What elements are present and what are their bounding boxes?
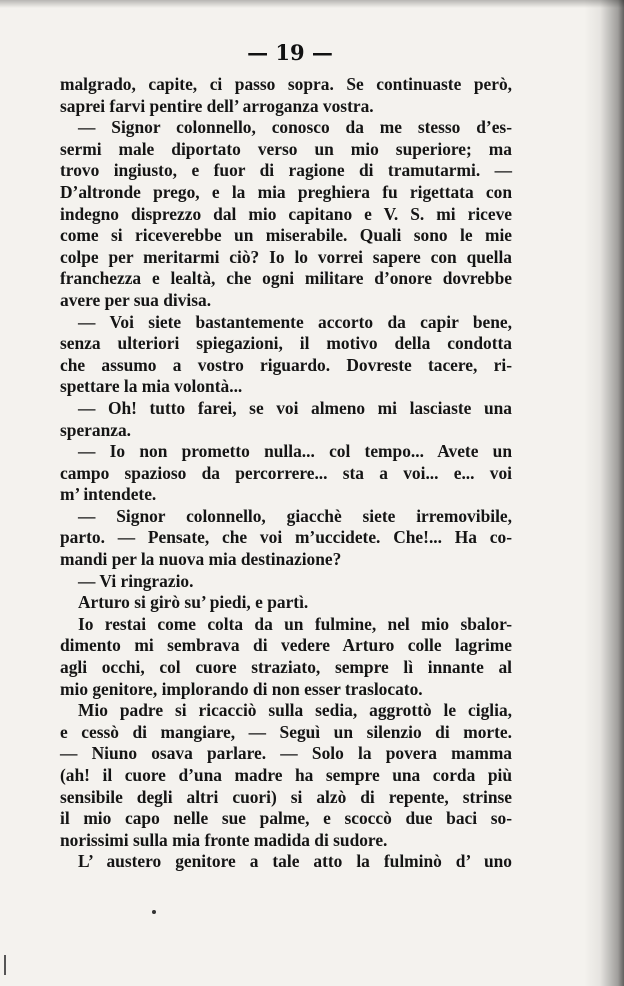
text-line: — Signor colonnello, giacchè siete irremovibile, <box>78 505 512 526</box>
text-line: come si riceverebbe un miserabile. Quali sono le mie <box>60 225 512 246</box>
text-line: norissimi sulla mia fronte madida di sudore. <box>60 829 388 850</box>
text-line: (ah! il cuore d’una madre ha sempre una corda più <box>60 765 512 785</box>
text-line: spettare la mia volontà... <box>60 376 243 397</box>
text-line: trovo ingiusto, e fuor di ragione di tramutarmi. — <box>60 160 512 181</box>
page-number: — 19 — <box>247 40 333 65</box>
text-line: che assumo a vostro riguardo. Dovreste tacere, ri- <box>60 354 512 375</box>
text-line: franchezza e lealtà, che ogni militare d’onore dovrebbe <box>60 268 512 289</box>
text-line: sensibile degli altri cuori) si alzò di repente, strinse <box>60 786 512 807</box>
text-line: — Voi siete bastantemente accorto da capir bene, <box>78 311 512 332</box>
text-line: il mio capo nelle sue palme, e scoccò due baci so- <box>60 808 512 829</box>
text-line: Arturo si girò su’ piedi, e partì. <box>78 592 309 613</box>
body-text <box>60 74 512 873</box>
margin-mark <box>4 955 6 975</box>
text-line: Mio padre si ricacciò sulla sedia, aggrottò le ciglia, <box>78 700 512 721</box>
text-line: saprei farvi pentire dell’ arroganza vostra. <box>60 95 374 116</box>
text-line: senza ulteriori spiegazioni, il motivo della condotta <box>60 333 512 354</box>
text-line: parto. — Pensate, che voi m’uccidete. Che!... Ha co- <box>60 527 512 548</box>
text-line: sermi male diportato verso un mio superiore; ma <box>60 138 512 159</box>
text-line: agli occhi, col cuore straziato, sempre lì innante al <box>60 657 512 678</box>
text-line: campo spazioso da percorrere... sta a voi... e... voi <box>60 462 512 483</box>
text-line: — Vi ringrazio. <box>78 570 194 591</box>
text-line: mandi per la nuova mia destinazione? <box>60 549 342 570</box>
text-line: D’altronde prego, e la mia preghiera fu rigettata con <box>60 181 512 202</box>
text-line: L’ austero genitore a tale atto la fulminò d’ uno <box>78 851 512 872</box>
text-line: avere per sua divisa. <box>60 289 212 310</box>
ink-speck <box>152 910 156 914</box>
text-line: mio genitore, implorando di non esser traslocato. <box>60 678 423 699</box>
page-top-edge <box>0 0 624 8</box>
text-line: speranza. <box>60 419 132 440</box>
text-line: malgrado, capite, ci passo sopra. Se continuaste però, <box>60 74 512 94</box>
text-line: dimento mi sembrava di vedere Arturo colle lagrime <box>60 635 512 656</box>
text-line: — Io non prometto nulla... col tempo... Avete un <box>78 441 512 462</box>
text-line: Io restai come colta da un fulmine, nel mio sbalor- <box>78 613 512 634</box>
text-line: — Signor colonnello, conosco da me stesso d’es- <box>78 117 512 138</box>
text-line: e cessò di mangiare, — Seguì un silenzio di morte. <box>60 721 512 742</box>
text-line: colpe per meritarmi ciò? Io lo vorrei sapere con quella <box>60 246 512 267</box>
text-line: indegno disprezzo dal mio capitano e V. S. mi riceve <box>60 203 512 224</box>
text-line: m’ intendete. <box>60 484 157 505</box>
text-line: — Niuno osava parlare. — Solo la povera mamma <box>60 743 512 764</box>
text-line: — Oh! tutto farei, se voi almeno mi lasciaste una <box>78 397 512 418</box>
